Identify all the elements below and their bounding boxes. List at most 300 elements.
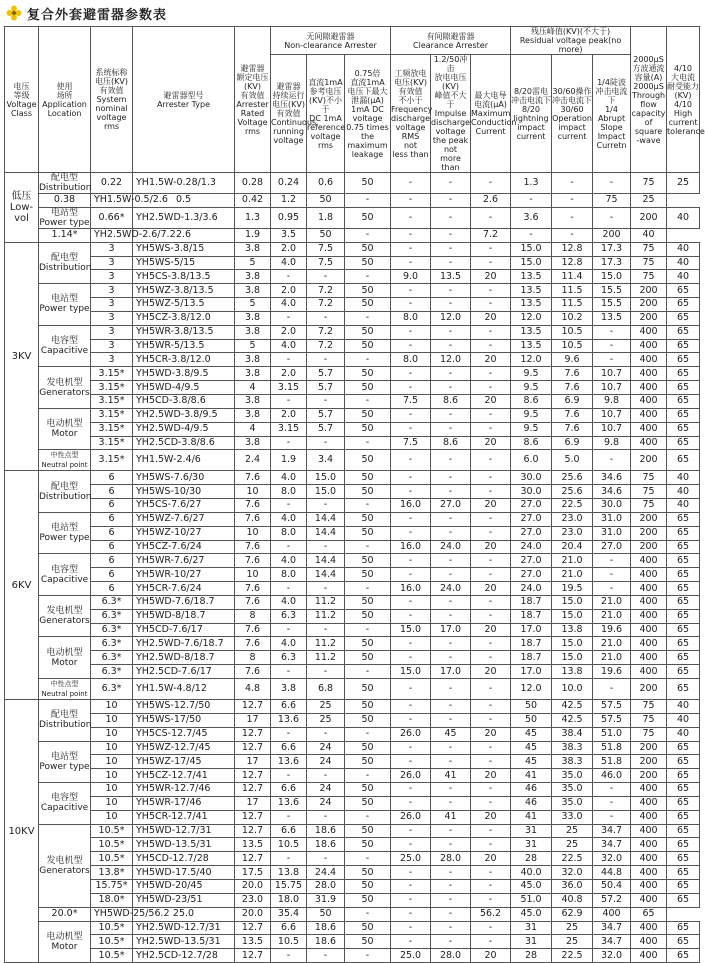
value-cell: 3.8 [235, 408, 271, 422]
location-cell: 发电机型 Generators [39, 824, 91, 907]
value-cell: 11.2 [307, 609, 345, 623]
value-cell: 27.0 [593, 540, 631, 554]
value-cell: 400 [631, 783, 667, 797]
value-cell: - [431, 381, 471, 395]
arrester-type-cell: YH2.5WD-2.6/7.2 [91, 228, 133, 242]
value-cell: 5.7 [307, 422, 345, 436]
value-cell: 2.6 [471, 194, 511, 208]
value-cell: 400 [631, 623, 667, 637]
arrester-type-cell: YH5WZ-5/13.5 [133, 298, 235, 312]
header-impulse-discharge: 1.2/50冲击 放电电压(KV) 峰值不大于 Impulse discharge voltage the peak not more than [431, 55, 471, 172]
header-frequency-discharge: 工频放电 电压(KV) 有效值 不小于 Frequency discharge voltage RMS not less than [391, 55, 431, 173]
table-row [5, 194, 700, 208]
value-cell: - [471, 824, 511, 838]
value-cell: 10.5* [91, 852, 133, 866]
value-cell: - [391, 893, 431, 907]
value-cell: 40 [667, 256, 700, 270]
value-cell: 34.7 [593, 935, 631, 949]
value-cell: 10 [91, 783, 133, 797]
value-cell: 3 [91, 298, 133, 312]
value-cell: 200 [631, 679, 667, 700]
value-cell: - [471, 921, 511, 935]
value-cell: 15.0 [552, 609, 593, 623]
value-cell: 15.75 [271, 879, 307, 893]
value-cell: 400 [631, 838, 667, 852]
value-cell: - [391, 595, 431, 609]
value-cell: 13.8 [271, 866, 307, 880]
value-cell: 27.0 [511, 499, 552, 513]
value-cell: 18.6 [307, 824, 345, 838]
value-cell: - [307, 540, 345, 554]
value-cell: - [307, 499, 345, 513]
value-cell: 10.2 [552, 311, 593, 325]
value-cell: 57.2 [593, 893, 631, 907]
value-cell: - [431, 422, 471, 436]
value-cell: - [345, 311, 391, 325]
value-cell: 16.0 [391, 582, 431, 596]
value-cell: 8 [235, 609, 271, 623]
value-cell: 20 [471, 582, 511, 596]
value-cell: 20 [471, 436, 511, 450]
location-cell: 电站型 Power type [39, 207, 90, 228]
value-cell: 7.6 [235, 623, 271, 637]
arrester-type-cell: YH5CZ-7.6/24 [133, 540, 235, 554]
value-cell: 26.0 [391, 769, 431, 783]
value-cell: 20 [471, 394, 511, 408]
value-cell: - [471, 367, 511, 381]
value-cell: 22.5 [552, 852, 593, 866]
value-cell: 6.3 [271, 609, 307, 623]
value-cell: 2.0 [271, 284, 307, 298]
value-cell: 27.0 [431, 499, 471, 513]
value-cell: 3.8 [235, 284, 271, 298]
value-cell: 45 [511, 741, 552, 755]
value-cell: 40 [667, 700, 700, 714]
table-row [5, 700, 700, 714]
value-cell: 14.4 [307, 526, 345, 540]
value-cell: - [593, 783, 631, 797]
arrester-type-cell: YH5WR-10/27 [133, 568, 235, 582]
location-cell: 中性点型 Neutral point [39, 450, 91, 471]
value-cell: - [471, 450, 511, 471]
value-cell: 18.7 [511, 595, 552, 609]
value-cell: 6 [91, 512, 133, 526]
value-cell: - [391, 651, 431, 665]
value-cell: 400 [631, 852, 667, 866]
value-cell: - [307, 311, 345, 325]
value-cell: 50 [345, 367, 391, 381]
value-cell: 24.0 [431, 582, 471, 596]
header-dc-reference: 直流1mA 参考电压 (KV)不小于 DC 1mA reference voltage rms [307, 55, 345, 173]
table-row [5, 810, 700, 824]
value-cell: 13.5 [511, 339, 552, 353]
value-cell: - [345, 353, 391, 367]
value-cell: - [307, 852, 345, 866]
value-cell: - [391, 381, 431, 395]
arrester-type-cell: YH5CR-3.8/12.0 [133, 353, 235, 367]
table-row [5, 256, 700, 270]
value-cell: 3 [91, 284, 133, 298]
value-cell: 65 [667, 949, 700, 963]
value-cell: 18.7 [511, 637, 552, 651]
value-cell: - [271, 665, 307, 679]
header-residual: 残压峰值(KV)(不大于) Residual voltage peak(no more) [511, 27, 631, 55]
value-cell: - [345, 194, 391, 208]
value-cell: 5 [235, 256, 271, 270]
value-cell: 17.0 [431, 623, 471, 637]
arrester-type-cell: YH5WD-3.8/9.5 [133, 367, 235, 381]
header-square-wave: 2000μS 方波通流 容量(A) 2000μS Through flow capacity of square -wave [631, 27, 667, 173]
value-cell: 0.66* [91, 207, 133, 228]
arrester-type-cell: YH2.5CD-3.8/8.6 [133, 436, 235, 450]
value-cell: - [431, 824, 471, 838]
value-cell: 1.9 [271, 450, 307, 471]
value-cell: 5.7 [307, 408, 345, 422]
table-row [5, 609, 700, 623]
value-cell: 24 [307, 755, 345, 769]
value-cell: - [431, 485, 471, 499]
value-cell: - [471, 651, 511, 665]
value-cell: - [391, 367, 431, 381]
value-cell: 45.0 [511, 879, 552, 893]
value-cell: 6 [91, 471, 133, 485]
value-cell: 10.5* [91, 935, 133, 949]
value-cell: 75 [631, 256, 667, 270]
value-cell: 3.15* [91, 367, 133, 381]
value-cell: 15.0 [552, 651, 593, 665]
value-cell: 50 [345, 381, 391, 395]
value-cell: 9.6 [552, 353, 593, 367]
arrester-type-cell: YH5WR-7.6/27 [133, 554, 235, 568]
value-cell: 7.6 [235, 554, 271, 568]
value-cell: - [271, 810, 307, 824]
location-cell: 电站型 Power type [39, 741, 91, 783]
value-cell: - [391, 637, 431, 651]
value-cell: 12.8 [552, 256, 593, 270]
value-cell: 34.7 [593, 824, 631, 838]
value-cell: - [431, 228, 471, 242]
value-cell: - [307, 436, 345, 450]
value-cell: 20 [471, 311, 511, 325]
value-cell: 7.6 [235, 471, 271, 485]
value-cell: - [431, 173, 471, 194]
value-cell: - [431, 298, 471, 312]
table-row [5, 485, 700, 499]
value-cell: 30.0 [511, 471, 552, 485]
table-header [5, 27, 705, 173]
value-cell: 24.0 [511, 540, 552, 554]
value-cell: - [345, 907, 391, 921]
value-cell: - [391, 325, 431, 339]
value-cell: 7.6 [235, 665, 271, 679]
value-cell: 400 [631, 381, 667, 395]
value-cell: 18.7 [511, 651, 552, 665]
value-cell: 65 [667, 637, 700, 651]
value-cell: 65 [667, 595, 700, 609]
value-cell: 50 [345, 755, 391, 769]
value-cell: - [271, 727, 307, 741]
location-cell: 配电型 Distribution [39, 173, 92, 193]
value-cell: 40.0 [511, 866, 552, 880]
table-row [5, 450, 700, 471]
value-cell: 45 [431, 727, 471, 741]
value-cell: 13.6 [271, 796, 307, 810]
table-row [5, 582, 700, 596]
value-cell: 75 [593, 194, 631, 208]
value-cell: 200 [631, 284, 667, 298]
value-cell: 3 [91, 325, 133, 339]
value-cell: 8.0 [271, 568, 307, 582]
value-cell: - [593, 796, 631, 810]
value-cell: 75 [631, 173, 667, 194]
value-cell: 50 [345, 609, 391, 623]
value-cell: 28.0 [431, 949, 471, 963]
value-cell: - [471, 207, 511, 228]
value-cell: 17 [235, 755, 271, 769]
table-row [5, 471, 700, 485]
value-cell: 10.5* [91, 949, 133, 963]
value-cell: 50 [511, 713, 552, 727]
value-cell: 7.2 [307, 339, 345, 353]
value-cell: 65 [667, 582, 700, 596]
value-cell: 8.6 [511, 436, 552, 450]
arrester-type-cell: YH1.5W-4.8/12 [133, 679, 235, 700]
value-cell: 45.0 [511, 907, 552, 921]
arrester-type-cell: YH5WD-23/51 [133, 893, 235, 907]
value-cell: 5.7 [307, 381, 345, 395]
value-cell: - [391, 471, 431, 485]
value-cell: 50 [345, 595, 391, 609]
value-cell: 400 [631, 637, 667, 651]
value-cell: 400 [631, 436, 667, 450]
value-cell: 31.0 [593, 526, 631, 540]
value-cell: - [391, 713, 431, 727]
arrester-type-cell: YH5WR-5/13.5 [133, 339, 235, 353]
value-cell: 10 [91, 755, 133, 769]
table-row [5, 595, 700, 609]
value-cell: - [431, 755, 471, 769]
value-cell: 65 [667, 339, 700, 353]
value-cell: 400 [631, 325, 667, 339]
value-cell: 65 [667, 755, 700, 769]
value-cell: - [431, 866, 471, 880]
value-cell: 1.9 [235, 228, 271, 242]
value-cell: 15.0 [552, 637, 593, 651]
value-cell: 50 [345, 713, 391, 727]
value-cell: 6 [91, 526, 133, 540]
value-cell: 50 [345, 824, 391, 838]
value-cell: 45 [511, 727, 552, 741]
value-cell: 7.6 [552, 408, 593, 422]
value-cell: 15.0 [511, 256, 552, 270]
arrester-type-cell: YH5WZ-10/27 [133, 526, 235, 540]
value-cell: 32.0 [593, 949, 631, 963]
arrester-type-cell: YH5WR-12.7/46 [133, 783, 235, 797]
value-cell: 31.0 [593, 512, 631, 526]
value-cell: 3.15* [91, 381, 133, 395]
value-cell: 6 [91, 554, 133, 568]
value-cell: 35.0 [552, 769, 593, 783]
arrester-type-cell: YH5WS-7.6/30 [133, 471, 235, 485]
table-row [5, 284, 700, 298]
value-cell: 4.0 [271, 256, 307, 270]
arrester-type-cell: YH5WS-5/15 [133, 256, 235, 270]
value-cell: 65 [667, 935, 700, 949]
value-cell: 50 [345, 173, 391, 194]
value-cell: 400 [631, 339, 667, 353]
value-cell: - [391, 866, 431, 880]
value-cell: 65 [667, 394, 700, 408]
value-cell: 12.0 [431, 311, 471, 325]
value-cell: 3.4 [307, 450, 345, 471]
value-cell: 3.15* [91, 450, 133, 471]
value-cell: 21.0 [593, 609, 631, 623]
value-cell: 65 [631, 907, 667, 921]
value-cell: 7.6 [235, 595, 271, 609]
value-cell: 10.5 [552, 325, 593, 339]
value-cell: 40 [667, 499, 700, 513]
value-cell: 26.0 [391, 727, 431, 741]
value-cell: 2.0 [271, 408, 307, 422]
value-cell: 7.6 [235, 637, 271, 651]
value-cell: 50 [345, 637, 391, 651]
value-cell: 200 [631, 298, 667, 312]
value-cell: - [471, 256, 511, 270]
value-cell: - [345, 499, 391, 513]
value-cell: 51.0 [593, 727, 631, 741]
value-cell: 65 [667, 893, 700, 907]
value-cell: - [431, 207, 471, 228]
value-cell: - [345, 540, 391, 554]
value-cell: - [431, 568, 471, 582]
value-cell: 41 [511, 810, 552, 824]
arrester-type-cell: YH2.5WD-1.3/3.6 [133, 207, 235, 228]
value-cell: 10 [91, 713, 133, 727]
value-cell: - [471, 609, 511, 623]
value-cell: 10.5 [271, 935, 307, 949]
value-cell: 9.5 [511, 367, 552, 381]
value-cell: 400 [631, 824, 667, 838]
value-cell: - [271, 582, 307, 596]
value-cell: 21.0 [552, 554, 593, 568]
value-cell: 6.6 [271, 921, 307, 935]
value-cell: - [345, 949, 391, 963]
value-cell: 400 [631, 422, 667, 436]
arrester-type-cell: YH5CD-12.7/28 [133, 852, 235, 866]
value-cell: 20.0 [235, 907, 271, 921]
value-cell: 30.0 [511, 485, 552, 499]
value-cell: 50 [511, 700, 552, 714]
table-row [5, 228, 700, 242]
value-cell: 23.0 [235, 893, 271, 907]
value-cell: - [391, 879, 431, 893]
value-cell: - [471, 595, 511, 609]
value-cell: 11.2 [307, 595, 345, 609]
voltage-class-cell: 3KV [5, 242, 39, 471]
value-cell: 65 [667, 298, 700, 312]
arrester-type-cell: YH5WD-25/56.2 [91, 907, 133, 921]
table-row [5, 499, 700, 513]
table-row [5, 651, 700, 665]
value-cell: 3.8 [235, 270, 271, 284]
value-cell: 51.8 [593, 755, 631, 769]
value-cell: 65 [667, 408, 700, 422]
value-cell: 50 [345, 679, 391, 700]
value-cell: 2.0 [271, 367, 307, 381]
table-row [5, 824, 700, 838]
value-cell: 6.3 [271, 651, 307, 665]
value-cell: 10.5* [91, 921, 133, 935]
value-cell: 12.7 [235, 741, 271, 755]
location-cell: 中性点型 Neutral point [39, 679, 91, 700]
value-cell: 5.7 [307, 367, 345, 381]
value-cell: 400 [631, 408, 667, 422]
value-cell: 65 [667, 609, 700, 623]
value-cell: 25 [552, 838, 593, 852]
value-cell: 200 [631, 741, 667, 755]
value-cell: - [431, 595, 471, 609]
value-cell: 25 [307, 700, 345, 714]
value-cell: 10 [235, 485, 271, 499]
value-cell: 10.5* [91, 838, 133, 852]
value-cell: 25 [667, 173, 700, 194]
value-cell: 65 [667, 810, 700, 824]
value-cell: - [307, 270, 345, 284]
value-cell: 4 [235, 381, 271, 395]
location-cell: 电动机型 Motor [39, 637, 91, 679]
value-cell: 13.5 [511, 284, 552, 298]
value-cell: 7.6 [552, 367, 593, 381]
table-row [5, 353, 700, 367]
value-cell: 400 [631, 949, 667, 963]
value-cell: - [391, 422, 431, 436]
value-cell: 35.4 [271, 907, 307, 921]
value-cell: 10 [235, 568, 271, 582]
value-cell: - [431, 194, 471, 208]
value-cell: 400 [631, 921, 667, 935]
voltage-class-cell: 6KV [5, 471, 39, 700]
arrester-type-cell: YH5WR-17/46 [133, 796, 235, 810]
value-cell: 0.5 [133, 194, 235, 208]
value-cell: 23.0 [552, 526, 593, 540]
header-arrester-type: 避雷器型号 Arrester Type [133, 27, 235, 173]
value-cell: - [431, 637, 471, 651]
value-cell: 7.6 [235, 540, 271, 554]
arrester-type-cell: YH5WS-3.8/15 [133, 242, 235, 256]
value-cell: 4.0 [271, 595, 307, 609]
value-cell: - [431, 526, 471, 540]
arrester-type-cell: YH5CR-12.7/41 [133, 810, 235, 824]
value-cell: 50 [345, 408, 391, 422]
value-cell: 0.6 [307, 173, 345, 194]
value-cell: - [471, 741, 511, 755]
value-cell: - [391, 679, 431, 700]
value-cell: 6.3* [91, 637, 133, 651]
arrester-type-cell: YH2.5WD-13.5/31 [133, 935, 235, 949]
arrester-type-cell: YH5WD-8/18.7 [133, 609, 235, 623]
value-cell: 17.3 [593, 242, 631, 256]
table-row [5, 298, 700, 312]
value-cell: 10 [91, 741, 133, 755]
value-cell: - [593, 679, 631, 700]
value-cell: 6.3* [91, 679, 133, 700]
value-cell: 11.4 [552, 270, 593, 284]
value-cell: - [391, 921, 431, 935]
value-cell: 12.0 [511, 353, 552, 367]
value-cell: 7.6 [552, 422, 593, 436]
value-cell: 20 [471, 810, 511, 824]
value-cell: 65 [667, 526, 700, 540]
